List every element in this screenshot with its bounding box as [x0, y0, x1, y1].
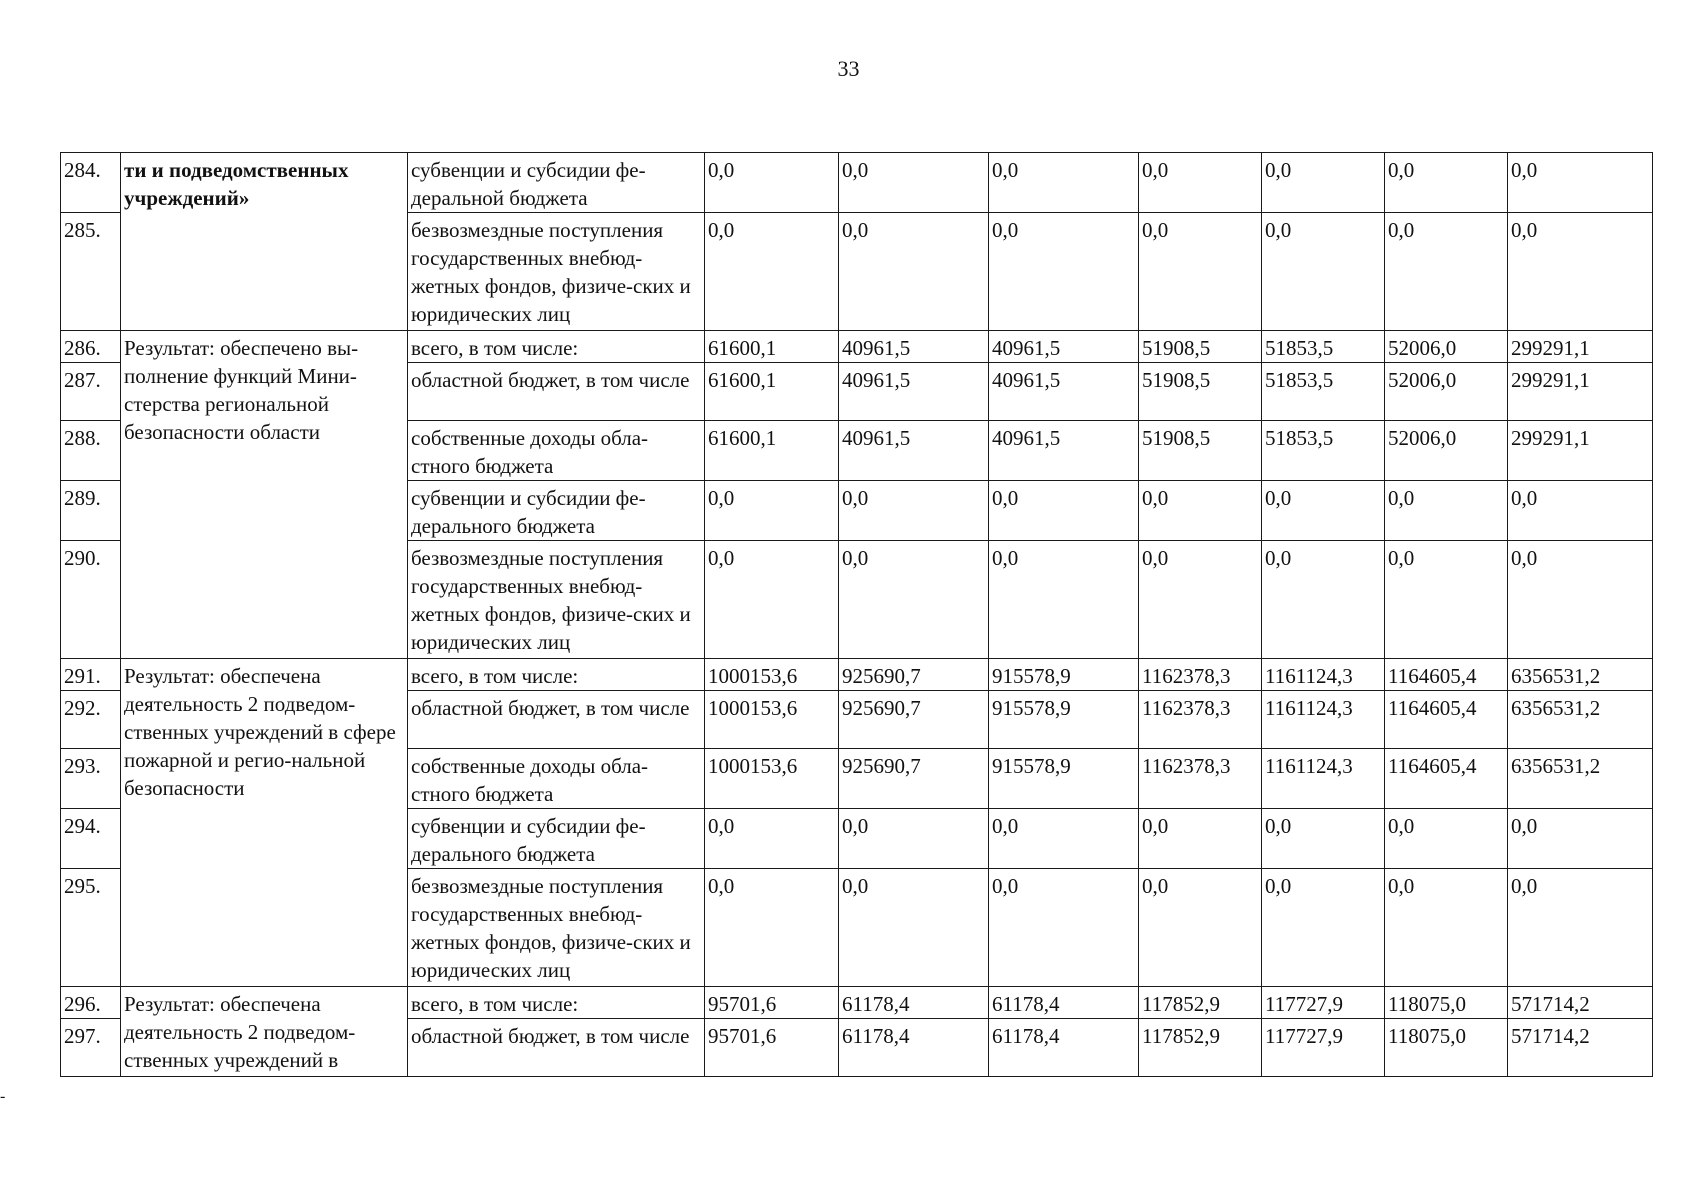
amount-cell: 1000153,6: [705, 749, 839, 809]
amount-cell: 571714,2: [1508, 1019, 1653, 1077]
amount-cell: 6356531,2: [1508, 691, 1653, 749]
amount-cell: 1164605,4: [1385, 749, 1508, 809]
margin-mark: -: [0, 1088, 6, 1105]
amount-cell: 40961,5: [989, 363, 1139, 421]
amount-cell: 1161124,3: [1262, 659, 1385, 691]
row-number: 287.: [61, 363, 121, 421]
row-number: 296.: [61, 987, 121, 1019]
row-number: 286.: [61, 331, 121, 363]
amount-cell: 1162378,3: [1139, 749, 1262, 809]
amount-cell: 0,0: [705, 481, 839, 541]
amount-cell: 0,0: [1385, 153, 1508, 213]
result-description: Результат: обеспечена деятельность 2 подведом-ственных учреждений в: [121, 987, 408, 1077]
amount-cell: 0,0: [1385, 809, 1508, 869]
amount-cell: 51908,5: [1139, 331, 1262, 363]
amount-cell: 51908,5: [1139, 421, 1262, 481]
amount-cell: 61178,4: [989, 987, 1139, 1019]
amount-cell: 915578,9: [989, 749, 1139, 809]
amount-cell: 925690,7: [839, 659, 989, 691]
amount-cell: 61600,1: [705, 363, 839, 421]
amount-cell: 40961,5: [989, 331, 1139, 363]
funding-source: областной бюджет, в том числе: [408, 363, 705, 421]
row-number: 294.: [61, 809, 121, 869]
amount-cell: 6356531,2: [1508, 749, 1653, 809]
amount-cell: 0,0: [705, 153, 839, 213]
amount-cell: 0,0: [705, 809, 839, 869]
budget-table: [60, 152, 1653, 1077]
funding-source: собственные доходы обла-стного бюджета: [408, 749, 705, 809]
amount-cell: 299291,1: [1508, 363, 1653, 421]
amount-cell: 52006,0: [1385, 331, 1508, 363]
amount-cell: 0,0: [1262, 541, 1385, 659]
amount-cell: 925690,7: [839, 749, 989, 809]
amount-cell: 51908,5: [1139, 363, 1262, 421]
amount-cell: 1000153,6: [705, 691, 839, 749]
amount-cell: 571714,2: [1508, 987, 1653, 1019]
amount-cell: 52006,0: [1385, 363, 1508, 421]
amount-cell: 1161124,3: [1262, 749, 1385, 809]
amount-cell: 61178,4: [839, 1019, 989, 1077]
amount-cell: 0,0: [1508, 869, 1653, 987]
funding-source: субвенции и субсидии фе-дерального бюджета: [408, 809, 705, 869]
row-number: 295.: [61, 869, 121, 987]
amount-cell: 117852,9: [1139, 1019, 1262, 1077]
page-number: 33: [837, 56, 860, 81]
row-number: 292.: [61, 691, 121, 749]
amount-cell: 0,0: [1139, 481, 1262, 541]
amount-cell: 0,0: [1262, 809, 1385, 869]
amount-cell: 0,0: [989, 213, 1139, 331]
amount-cell: 925690,7: [839, 691, 989, 749]
amount-cell: 0,0: [1385, 213, 1508, 331]
amount-cell: 1000153,6: [705, 659, 839, 691]
amount-cell: 0,0: [1508, 213, 1653, 331]
amount-cell: 52006,0: [1385, 421, 1508, 481]
amount-cell: 0,0: [1262, 153, 1385, 213]
amount-cell: 117727,9: [1262, 1019, 1385, 1077]
table-row: [61, 987, 1653, 1019]
amount-cell: 40961,5: [839, 363, 989, 421]
row-number: 291.: [61, 659, 121, 691]
amount-cell: 95701,6: [705, 987, 839, 1019]
funding-source: безвозмездные поступления государственных внебюд-жетных фондов, физиче-ских и юридических лиц: [408, 541, 705, 659]
funding-source: всего, в том числе:: [408, 331, 705, 363]
table-row: [61, 153, 1653, 213]
row-number: 290.: [61, 541, 121, 659]
amount-cell: 0,0: [1508, 541, 1653, 659]
amount-cell: 51853,5: [1262, 363, 1385, 421]
funding-source: собственные доходы обла-стного бюджета: [408, 421, 705, 481]
row-number: 289.: [61, 481, 121, 541]
funding-source: безвозмездные поступления государственных внебюд-жетных фондов, физиче-ских и юридических лиц: [408, 869, 705, 987]
amount-cell: 0,0: [1262, 869, 1385, 987]
funding-source: субвенции и субсидии фе-деральной бюджета: [408, 153, 705, 213]
amount-cell: 1161124,3: [1262, 691, 1385, 749]
amount-cell: 61178,4: [839, 987, 989, 1019]
row-number: 293.: [61, 749, 121, 809]
amount-cell: 0,0: [989, 869, 1139, 987]
amount-cell: 1164605,4: [1385, 659, 1508, 691]
row-number: 285.: [61, 213, 121, 331]
amount-cell: 117852,9: [1139, 987, 1262, 1019]
amount-cell: 1162378,3: [1139, 659, 1262, 691]
amount-cell: 0,0: [1139, 213, 1262, 331]
amount-cell: 0,0: [1262, 481, 1385, 541]
amount-cell: 299291,1: [1508, 421, 1653, 481]
result-description: Результат: обеспечено вы-полнение функций Мини-стерства региональной безопасности области: [121, 331, 408, 659]
amount-cell: 0,0: [1139, 541, 1262, 659]
row-number: 297.: [61, 1019, 121, 1077]
amount-cell: 1164605,4: [1385, 691, 1508, 749]
amount-cell: 0,0: [989, 153, 1139, 213]
amount-cell: 117727,9: [1262, 987, 1385, 1019]
amount-cell: 51853,5: [1262, 421, 1385, 481]
funding-source: областной бюджет, в том числе: [408, 691, 705, 749]
amount-cell: 40961,5: [989, 421, 1139, 481]
amount-cell: 61600,1: [705, 331, 839, 363]
amount-cell: 0,0: [839, 213, 989, 331]
amount-cell: 0,0: [1139, 153, 1262, 213]
funding-source: областной бюджет, в том числе: [408, 1019, 705, 1077]
funding-source: всего, в том числе:: [408, 987, 705, 1019]
amount-cell: 61600,1: [705, 421, 839, 481]
amount-cell: 0,0: [839, 481, 989, 541]
amount-cell: 0,0: [989, 481, 1139, 541]
amount-cell: 51853,5: [1262, 331, 1385, 363]
amount-cell: 0,0: [705, 541, 839, 659]
amount-cell: 0,0: [839, 809, 989, 869]
amount-cell: 0,0: [705, 213, 839, 331]
amount-cell: 40961,5: [839, 331, 989, 363]
amount-cell: 61178,4: [989, 1019, 1139, 1077]
amount-cell: 0,0: [1508, 153, 1653, 213]
row-number: 288.: [61, 421, 121, 481]
amount-cell: 0,0: [1262, 213, 1385, 331]
amount-cell: 118075,0: [1385, 1019, 1508, 1077]
amount-cell: 0,0: [1385, 869, 1508, 987]
funding-source: субвенции и субсидии фе-дерального бюджета: [408, 481, 705, 541]
table-body: [61, 153, 1653, 1077]
result-description: Результат: обеспечена деятельность 2 подведом-ственных учреждений в сфере пожарной и регио-нальной безопасности: [121, 659, 408, 987]
amount-cell: 915578,9: [989, 659, 1139, 691]
amount-cell: 0,0: [1139, 809, 1262, 869]
funding-source: всего, в том числе:: [408, 659, 705, 691]
amount-cell: 0,0: [1139, 869, 1262, 987]
amount-cell: 40961,5: [839, 421, 989, 481]
amount-cell: 0,0: [989, 809, 1139, 869]
amount-cell: 915578,9: [989, 691, 1139, 749]
amount-cell: 6356531,2: [1508, 659, 1653, 691]
amount-cell: 0,0: [989, 541, 1139, 659]
row-number: 284.: [61, 153, 121, 213]
amount-cell: 95701,6: [705, 1019, 839, 1077]
table-row: [61, 331, 1653, 363]
amount-cell: 299291,1: [1508, 331, 1653, 363]
amount-cell: 1162378,3: [1139, 691, 1262, 749]
amount-cell: 0,0: [839, 153, 989, 213]
funding-source: безвозмездные поступления государственных внебюд-жетных фондов, физиче-ских и юридических лиц: [408, 213, 705, 331]
amount-cell: 0,0: [839, 869, 989, 987]
amount-cell: 0,0: [839, 541, 989, 659]
result-description: ти и подведомственных учреждений»: [121, 153, 408, 331]
amount-cell: 0,0: [705, 869, 839, 987]
amount-cell: 0,0: [1508, 809, 1653, 869]
amount-cell: 0,0: [1385, 481, 1508, 541]
amount-cell: 118075,0: [1385, 987, 1508, 1019]
amount-cell: 0,0: [1508, 481, 1653, 541]
amount-cell: 0,0: [1385, 541, 1508, 659]
table-row: [61, 659, 1653, 691]
